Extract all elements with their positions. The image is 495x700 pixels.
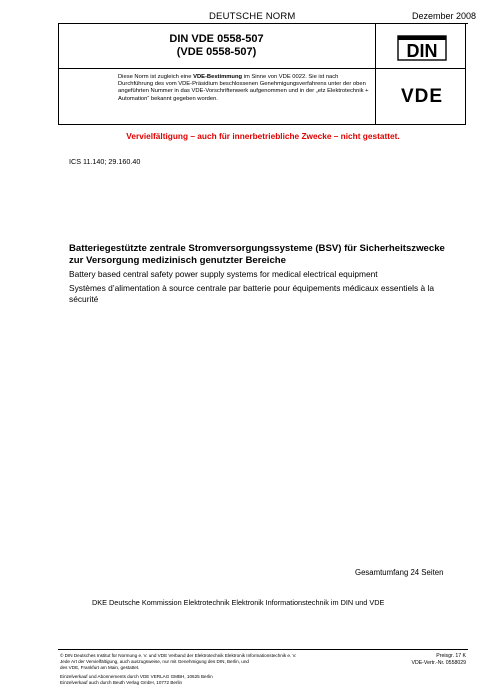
- price-group: Preisgr. 17 K: [436, 653, 466, 659]
- title-french: Systèmes d’alimentation à source centrale par batterie pour équipements médicaux essentiels à la sécurité: [69, 283, 434, 304]
- din-logo: [397, 35, 447, 61]
- vde-note-start: Diese Norm ist zugleich eine: [118, 74, 194, 80]
- box-divider-vertical: [375, 24, 376, 125]
- footer-rule: [58, 649, 468, 650]
- copyright-line: des VDE, Frankfurt am Main, gestattet.: [60, 665, 140, 670]
- standard-number-block: [58, 33, 375, 59]
- price-info: [400, 653, 466, 666]
- din-logo-text: DIN: [406, 41, 438, 61]
- copyright-line: © DIN Deutsches Institut für Normung e. V. und VDE Verband der Elektrotechnik Elektronik Informationstechnik e. V.: [60, 653, 297, 658]
- vde-logo-text: VDE: [400, 86, 444, 106]
- vde-note-end: im Sinne von VDE 0022. Sie ist nach Durchführung des vom VDE-Präsidium beschlossenen Genehmigungsverfahrens unter der oben angeführten Nummer in das VDE-Vorschriftenwerk aufgenommen und in der „etz Elektrotechnik + Automation“ bekannt gegeben worden.: [118, 74, 369, 102]
- sales-line: Einzelverkauf auch durch Beuth Verlag GmbH, 10772 Berlin: [60, 680, 183, 686]
- vde-classification: (VDE 0558-507): [176, 46, 257, 58]
- vde-note-bold: VDE-Bestimmung: [193, 74, 243, 80]
- issue-date: Dezember 2008: [412, 11, 477, 21]
- reproduction-notice: Vervielfältigung – auch für innerbetriebliche Zwecke – nicht gestattet.: [126, 131, 400, 141]
- standard-number: DIN VDE 0558-507: [169, 33, 264, 45]
- box-divider-horizontal: [58, 68, 466, 69]
- sales-info: [60, 674, 380, 687]
- copyright-notice: [60, 653, 380, 671]
- vde-logo: [392, 84, 452, 106]
- sales-line: Einzelverkauf und Abonnements durch VDE VERLAG GMBH, 10625 Berlin: [60, 674, 213, 679]
- committee-name: DKE Deutsche Kommission Elektrotechnik Elektronik Informationstechnik im DIN und VDE: [92, 598, 385, 607]
- title-english: Battery based central safety power supply systems for medical electrical equipment: [69, 269, 378, 279]
- title-german: Batteriegestützte zentrale Stromversorgungssysteme (BSV) für Sicherheitszwecke zur Versorgung medizinisch genutzter Bereiche: [69, 243, 445, 266]
- copyright-line: Jede Art der Vervielfältigung, auch auszugsweise, nur mit Genehmigung des DIN, Berlin, und: [60, 659, 249, 664]
- total-pages: Gesamtumfang 24 Seiten: [355, 568, 444, 577]
- ics-codes: ICS 11.140; 29.160.40: [69, 157, 141, 166]
- vde-regulation-note: [118, 74, 371, 103]
- vde-order-number: VDE-Vertr.-Nr. 0558029: [411, 659, 466, 666]
- norm-label: DEUTSCHE NORM: [209, 11, 296, 22]
